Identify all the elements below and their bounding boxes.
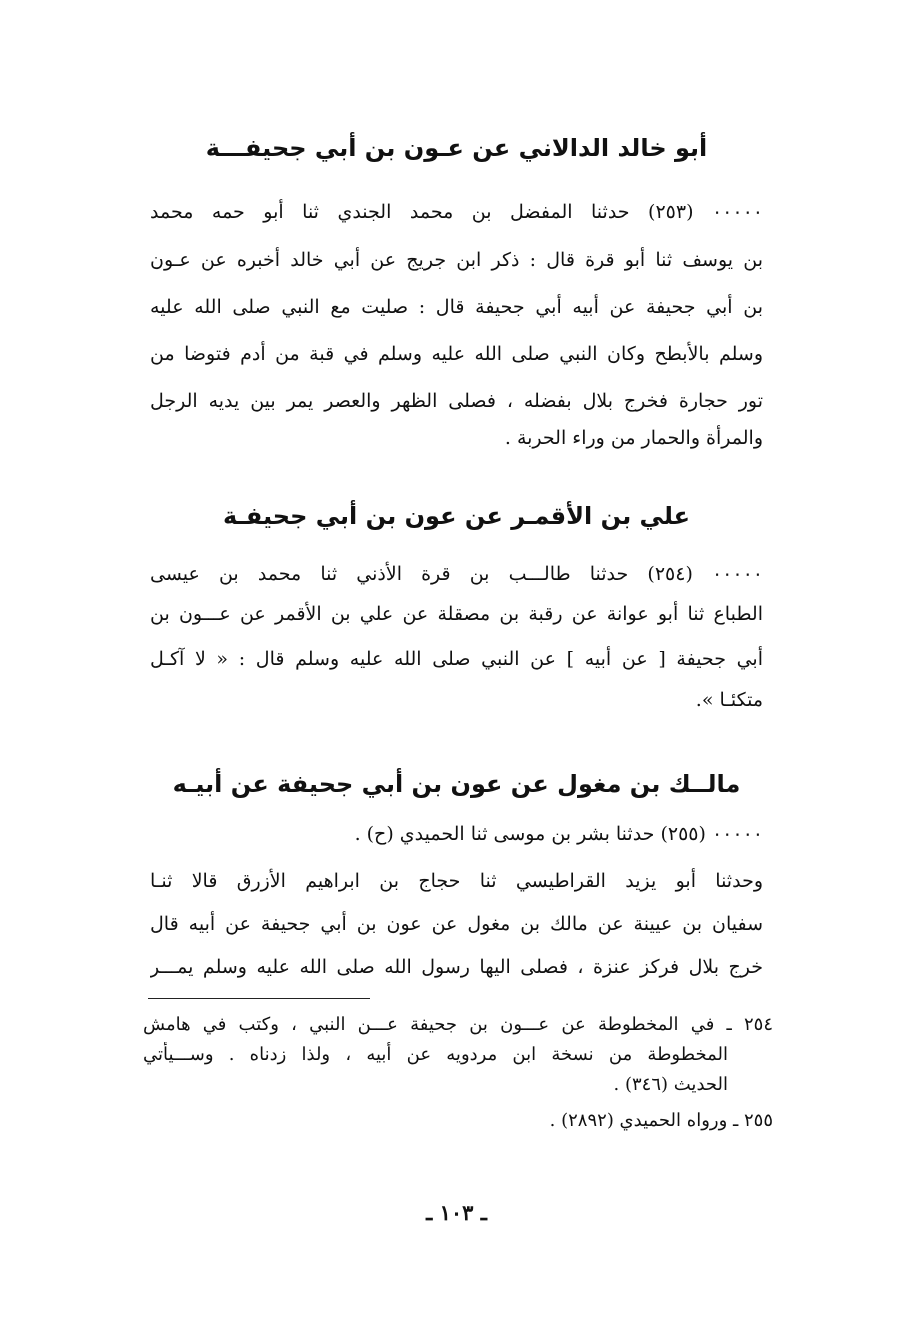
section-1-line-5: تور حجارة فخرج بلال بفضله ، فصلى الظهر والعصر يمر بين يديه الرجل: [150, 390, 763, 412]
section-2-line-3: أبي جحيفة [ عن أبيه ] عن النبي صلى الله عليه وسلم قال : « لا آكـل: [150, 648, 763, 670]
section-1-line-2: بن يوسف ثنا أبو قرة قال : ذكر ابن جريج عن أبي خالد أخبره عن عـون: [150, 249, 763, 271]
section-3-line-4: خرج بلال فركز عنزة ، فصلى اليها رسول الله صلى الله عليه وسلم يمـــر: [150, 956, 763, 978]
section-1-line-6: والمرأة والحمار من وراء الحربة .: [504, 427, 763, 449]
section-heading-3: مالــك بن مغول عن عون بن أبي جحيفة عن أبيـه: [172, 770, 741, 798]
section-heading-1: أبو خالد الدالاني عن عـون بن أبي جحيفـــة: [205, 134, 708, 162]
section-3-line-2: وحدثنا أبو يزيد القراطيسي ثنا حجاج بن ابراهيم الأزرق قالا ثنـا: [150, 870, 763, 892]
section-2-line-2: الطباع ثنا أبو عوانة عن رقبة بن مصقلة عن علي بن الأقمر عن عـــون بن: [150, 603, 763, 625]
footnote-254-line-1: ٢٥٤ ـ في المخطوطة عن عـــون بن جحيفة عـــن النبي ، وكتب في هامش: [143, 1014, 773, 1035]
footnote-255-line-1: ٢٥٥ ـ ورواه الحميدي (٢٨٩٢) .: [549, 1110, 773, 1131]
page-number: ـ ١٠٣ ـ: [426, 1200, 487, 1225]
section-1-line-4: وسلم بالأبطح وكان النبي صلى الله عليه وسلم في قبة من أدم فتوضا من: [150, 343, 763, 365]
section-3-line-1: ٠٠٠٠٠ (٢٥٥) حدثنا بشر بن موسى ثنا الحميدي (ح) .: [354, 823, 763, 845]
section-1-line-1: ٠٠٠٠٠ (٢٥٣) حدثنا المفضل بن محمد الجندي ثنا أبو حمه محمد: [150, 201, 763, 223]
section-2-line-4: متكئـا ».: [695, 689, 763, 711]
section-2-line-1: ٠٠٠٠٠ (٢٥٤) حدثنا طالـــب بن قرة الأذني ثنا محمد بن عيسى: [150, 563, 763, 585]
footnote-separator: [148, 998, 370, 999]
section-1-line-3: بن أبي جحيفة عن أبيه أبي جحيفة قال : صليت مع النبي صلى الله عليه: [150, 296, 763, 318]
footnote-254-line-2: المخطوطة من نسخة ابن مردويه عن أبيه ، ولذا زدناه . وســـيأتي: [143, 1044, 728, 1065]
section-3-line-3: سفيان بن عيينة عن مالك بن مغول عن عون بن أبي جحيفة عن أبيه قال: [150, 913, 763, 935]
section-heading-2: علي بن الأقمـر عن عون بن أبي جحيفـة: [222, 502, 691, 530]
footnote-254-line-3: الحديث (٣٤٦) .: [613, 1074, 728, 1095]
